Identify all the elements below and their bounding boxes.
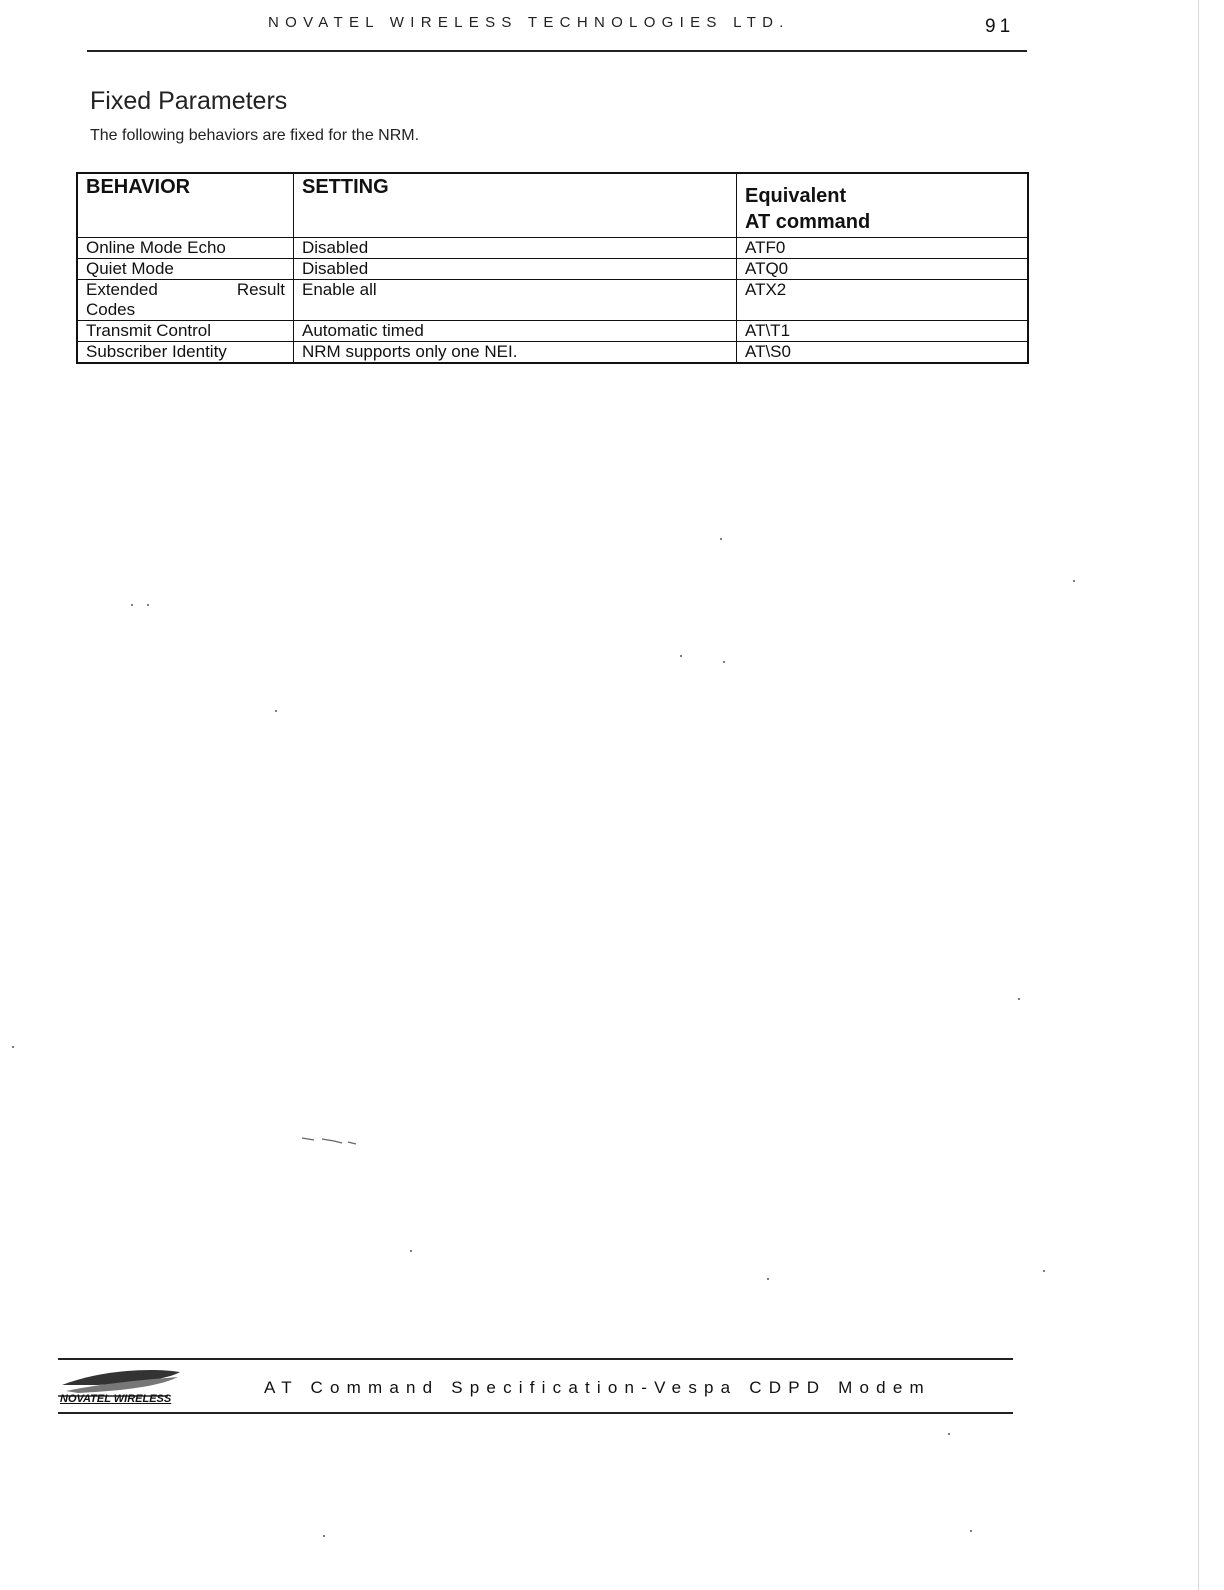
section-title: Fixed Parameters	[90, 87, 288, 115]
cell-setting: Automatic timed	[294, 321, 737, 342]
table-row	[77, 238, 1028, 259]
cell-setting: Disabled	[294, 259, 737, 280]
intro-paragraph: The following behaviors are fixed for the NRM.	[90, 127, 420, 144]
scan-speck	[680, 655, 682, 657]
table-row	[77, 280, 1028, 321]
footer-logo-wordmark: NOVATEL WIRELESS	[60, 1393, 172, 1405]
cell-command: ATX2	[737, 280, 1029, 321]
page-number: 91	[985, 16, 1015, 37]
behavior-word-result: Result	[236, 280, 285, 299]
table-row	[77, 259, 1028, 280]
scan-speck	[275, 710, 277, 712]
cell-behavior: Subscriber Identity	[77, 342, 294, 364]
scan-speck	[1073, 580, 1075, 582]
cell-behavior: Transmit Control	[77, 321, 294, 342]
scan-speck	[720, 538, 722, 540]
scan-speck	[767, 1278, 769, 1280]
cell-command: ATQ0	[737, 259, 1029, 280]
scan-speck	[1018, 998, 1020, 1000]
cell-behavior: Quiet Mode	[77, 259, 294, 280]
footer-document-title: AT Command Specification-Vespa CDPD Modem	[264, 1378, 931, 1397]
cell-command: AT\S0	[737, 342, 1029, 364]
footer-rule-top	[58, 1358, 1013, 1360]
header-equivalent-command	[737, 173, 1029, 238]
header-setting: SETTING	[294, 173, 737, 238]
scan-speck	[323, 1535, 325, 1537]
behavior-word-extended: Extended	[86, 280, 158, 299]
cell-setting: Disabled	[294, 238, 737, 259]
header-equivalent-line2: AT command	[745, 211, 871, 233]
header-rule	[87, 50, 1027, 52]
fixed-parameters-table	[76, 172, 1029, 364]
cell-behavior: Online Mode Echo	[77, 238, 294, 259]
header-company-name: NOVATEL WIRELESS TECHNOLOGIES LTD.	[268, 14, 790, 31]
cell-command: ATF0	[737, 238, 1029, 259]
table-header-row	[77, 173, 1028, 238]
behavior-line1	[86, 280, 285, 300]
scan-margin-line	[1198, 0, 1199, 1590]
behavior-line2: Codes	[86, 300, 136, 319]
scan-speck	[1043, 1270, 1045, 1272]
header-behavior: BEHAVIOR	[77, 173, 294, 238]
table-row	[77, 321, 1028, 342]
cell-behavior	[77, 280, 294, 321]
cell-setting: NRM supports only one NEI.	[294, 342, 737, 364]
scan-speck	[131, 604, 133, 606]
header-equivalent-line1: Equivalent	[745, 185, 847, 207]
scan-speck	[970, 1530, 972, 1532]
scan-smudge	[300, 1130, 370, 1150]
scan-speck	[147, 604, 149, 606]
cell-command: AT\T1	[737, 321, 1029, 342]
scan-speck	[12, 1046, 14, 1048]
footer-rule-bottom	[58, 1412, 1013, 1414]
scan-speck	[948, 1433, 950, 1435]
scan-speck	[723, 661, 725, 663]
cell-setting: Enable all	[294, 280, 737, 321]
table-row	[77, 342, 1028, 364]
scan-speck	[410, 1250, 412, 1252]
